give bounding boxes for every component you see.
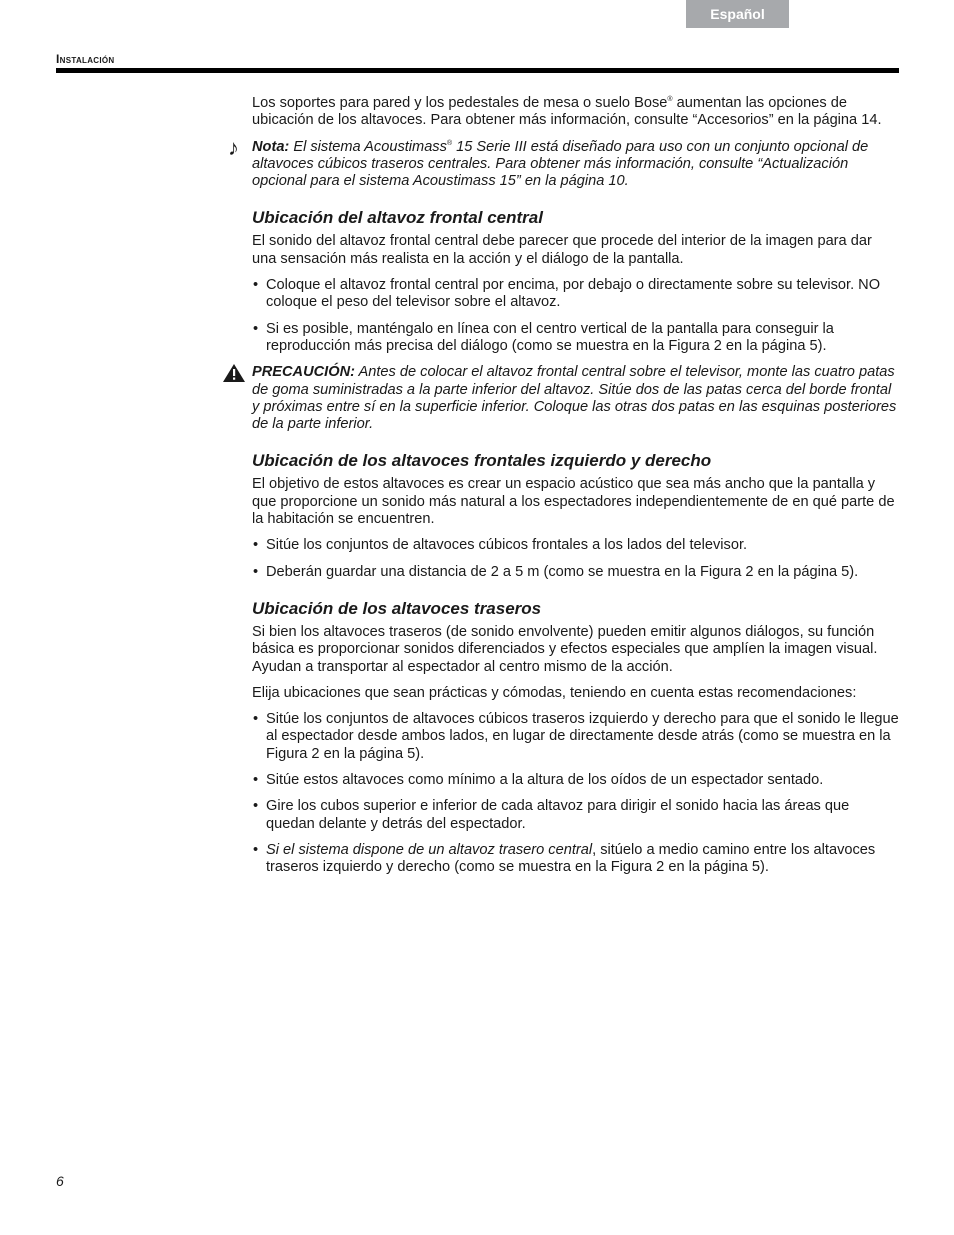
section-header: Instalación (56, 52, 115, 66)
note-label: Nota: (252, 138, 290, 155)
caution-label: PRECAUCIÓN: (252, 364, 355, 381)
list-item: • Si es posible, manténgalo en línea con el centro vertical de la pantalla para conseguir la reproducción más precisa del diálogo (como se muestra en la Figura 2 en la página 5). (252, 321, 900, 356)
music-note-icon: ♪ (228, 134, 239, 160)
center-bullets (252, 277, 900, 355)
list-item: • Sitúe los conjuntos de altavoces cúbicos frontales a los lados del televisor. (252, 537, 900, 554)
caution-block: PRECAUCIÓN: Antes de colocar el altavoz frontal central sobre el televisor, monte las cuatro patas de goma suministradas a la parte inferior del altavoz. Sitúe dos de las patas cerca del borde frontal y próximas entre sí en la superficie inferior. Coloque las otras dos patas en las esquinas posteriores de la parte inferior. (252, 364, 900, 433)
page-number: 6 (56, 1173, 64, 1189)
list-item: • Sitúe estos altavoces como mínimo a la altura de los oídos de un espectador sentado. (252, 772, 900, 789)
front-bullets (252, 537, 900, 581)
heading-center-speaker: Ubicación del altavoz frontal central (252, 208, 543, 228)
list-item: • Sitúe los conjuntos de altavoces cúbicos traseros izquierdo y derecho para que el sonido le llegue al espectador desde ambos lados, en lugar de directamente desde atrás (como se muestra en la Figura 2 en la página 5). (252, 711, 900, 763)
list-item: • Coloque el altavoz frontal central por encima, por debajo o directamente sobre su televisor. NO coloque el peso del televisor sobre el altavoz. (252, 277, 900, 312)
page-content (228, 95, 900, 886)
heading-front-speakers: Ubicación de los altavoces frontales izquierdo y derecho (252, 451, 712, 471)
rear-bullets (252, 711, 900, 876)
center-body: El sonido del altavoz frontal central debe parecer que procede del interior de la imagen para dar una sensación más realista en la acción y el diálogo de la pantalla. (252, 233, 872, 267)
list-item: • Si el sistema dispone de un altavoz trasero central, sitúelo a medio camino entre los altavoces traseros izquierdo y derecho (como se muestra en la Figura 2 en la página 5). (252, 842, 900, 877)
front-body: El objetivo de estos altavoces es crear un espacio acústico que sea más ancho que la pantalla y que proporcione un sonido más natural a los espectadores independientemente de en qué parte de la habitación se encuentren. (252, 476, 895, 528)
rear-body-2: Elija ubicaciones que sean prácticas y cómodas, teniendo en cuenta estas recomendaciones: (252, 684, 857, 701)
rear-body-1: Si bien los altavoces traseros (de sonido envolvente) pueden emitir algunos diálogos, su función básica es proporcionar sonidos diferenciados y efectos especiales que amplíen la imagen visual. Ayudan a transportar al espectador al centro mismo de la acción. (252, 623, 878, 675)
warning-triangle-icon (223, 364, 245, 382)
header-rule (56, 68, 899, 73)
list-item: • Deberán guardar una distancia de 2 a 5 m (como se muestra en la Figura 2 en la página 5). (252, 564, 900, 581)
language-tab[interactable]: Español (686, 0, 789, 28)
intro-paragraph: Los soportes para pared y los pedestales de mesa o suelo Bose® aumentan las opciones de ubicación de los altavoces. Para obtener más información, consulte “Accesorios” en la página 14. (252, 95, 882, 129)
list-item: • Gire los cubos superior e inferior de cada altavoz para dirigir el sonido hacia las áreas que quedan delante y detrás del espectador. (252, 798, 900, 833)
heading-rear-speakers: Ubicación de los altavoces traseros (252, 598, 542, 618)
note-block: ♪ Nota: El sistema Acoustimass® 15 Serie III está diseñado para uso con un conjunto opcional de altavoces cúbicos traseros centrales. Para obtener más información, consulte “Actualización opcional para el sistema Acoustimass 15” en la página 10. (228, 134, 869, 190)
